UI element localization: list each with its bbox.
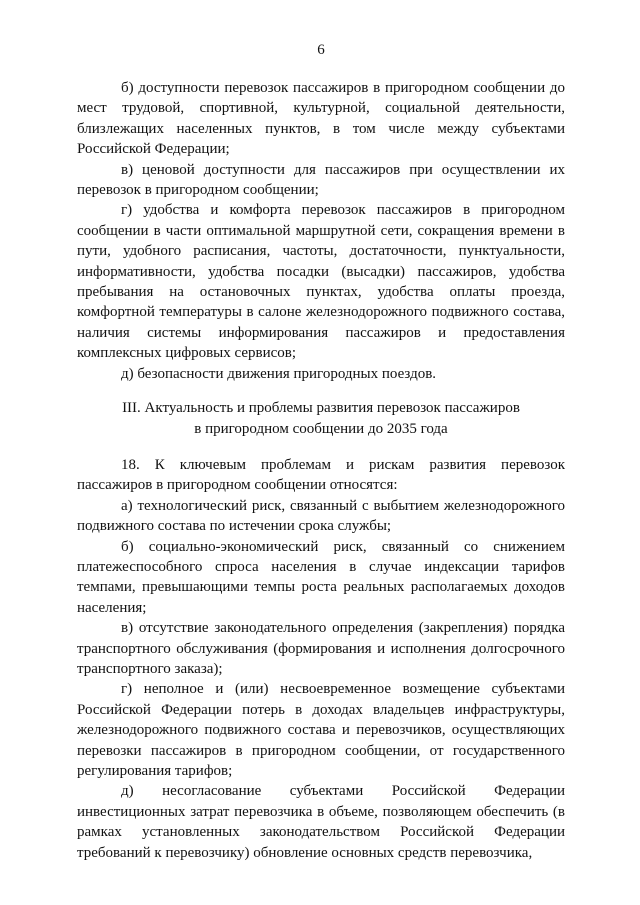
paragraph-item-v: в) ценовой доступности для пассажиров при осуществлении их перевозок в пригородном сообщении; bbox=[77, 161, 565, 199]
paragraph-risk-a: а) технологический риск, связанный с выбытием железнодорожного подвижного состава по истечении срока службы; bbox=[77, 497, 565, 535]
paragraph-item-g: г) удобства и комфорта перевозок пассажиров в пригородном сообщении в части оптимальной маршрутной сети, сокращения времени в пути, удобного расписания, частоты, достаточности, пунктуальности, информативности, удобства посадки (высадки) пассажиров, удобства пребывания на остановочных пунктах, удобства оплаты проезда, комфортной температуры в салоне железнодорожного подвижного состава, наличия системы информирования пассажиров и предоставления комплексных цифровых сервисов; bbox=[77, 202, 565, 362]
page-number: 6 bbox=[317, 42, 325, 58]
paragraph-item-b: б) доступности перевозок пассажиров в пригородном сообщении до мест трудовой, спортивной, культурной, социальной деятельности, близлежащих населенных пунктов, в том числе между субъектами Российской Федерации; bbox=[77, 80, 565, 158]
paragraph-risk-b: б) социально-экономический риск, связанный со снижением платежеспособного спроса населения в случае индексации тарифов темпами, превышающими темпы роста реальных располагаемых доходов населения; bbox=[77, 538, 565, 616]
section-heading-line-2: в пригородном сообщении до 2035 года bbox=[194, 420, 448, 437]
paragraph-risk-g: г) неполное и (или) несвоевременное возмещение субъектами Российской Федерации потерь в доходах владельцев инфраструктуры, железнодорожного подвижного состава и перевозчиков, осуществляющих перевозки пассажиров в пригородном сообщении, от государственного регулирования тарифов; bbox=[77, 681, 565, 779]
section-heading bbox=[77, 398, 565, 439]
paragraph-risk-v: в) отсутствие законодательного определения (закрепления) порядка транспортного обслуживания (формирования и исполнения долгосрочного транспортного заказа); bbox=[77, 620, 565, 677]
paragraph-18-intro: 18. К ключевым проблемам и рискам развития перевозок пассажиров в пригородном сообщении относятся: bbox=[77, 456, 565, 494]
paragraph-risk-d: д) несогласование субъектами Российской Федерации инвестиционных затрат перевозчика в объеме, позволяющем обеспечить (в рамках установленных законодательством Российской Федерации требований к перевозчику) обновление основных средств перевозчика, bbox=[77, 783, 565, 861]
paragraph-item-d: д) безопасности движения пригородных поездов. bbox=[121, 365, 437, 382]
section-heading-line-1: III. Актуальность и проблемы развития перевозок пассажиров bbox=[122, 400, 520, 417]
document-body bbox=[77, 78, 565, 863]
